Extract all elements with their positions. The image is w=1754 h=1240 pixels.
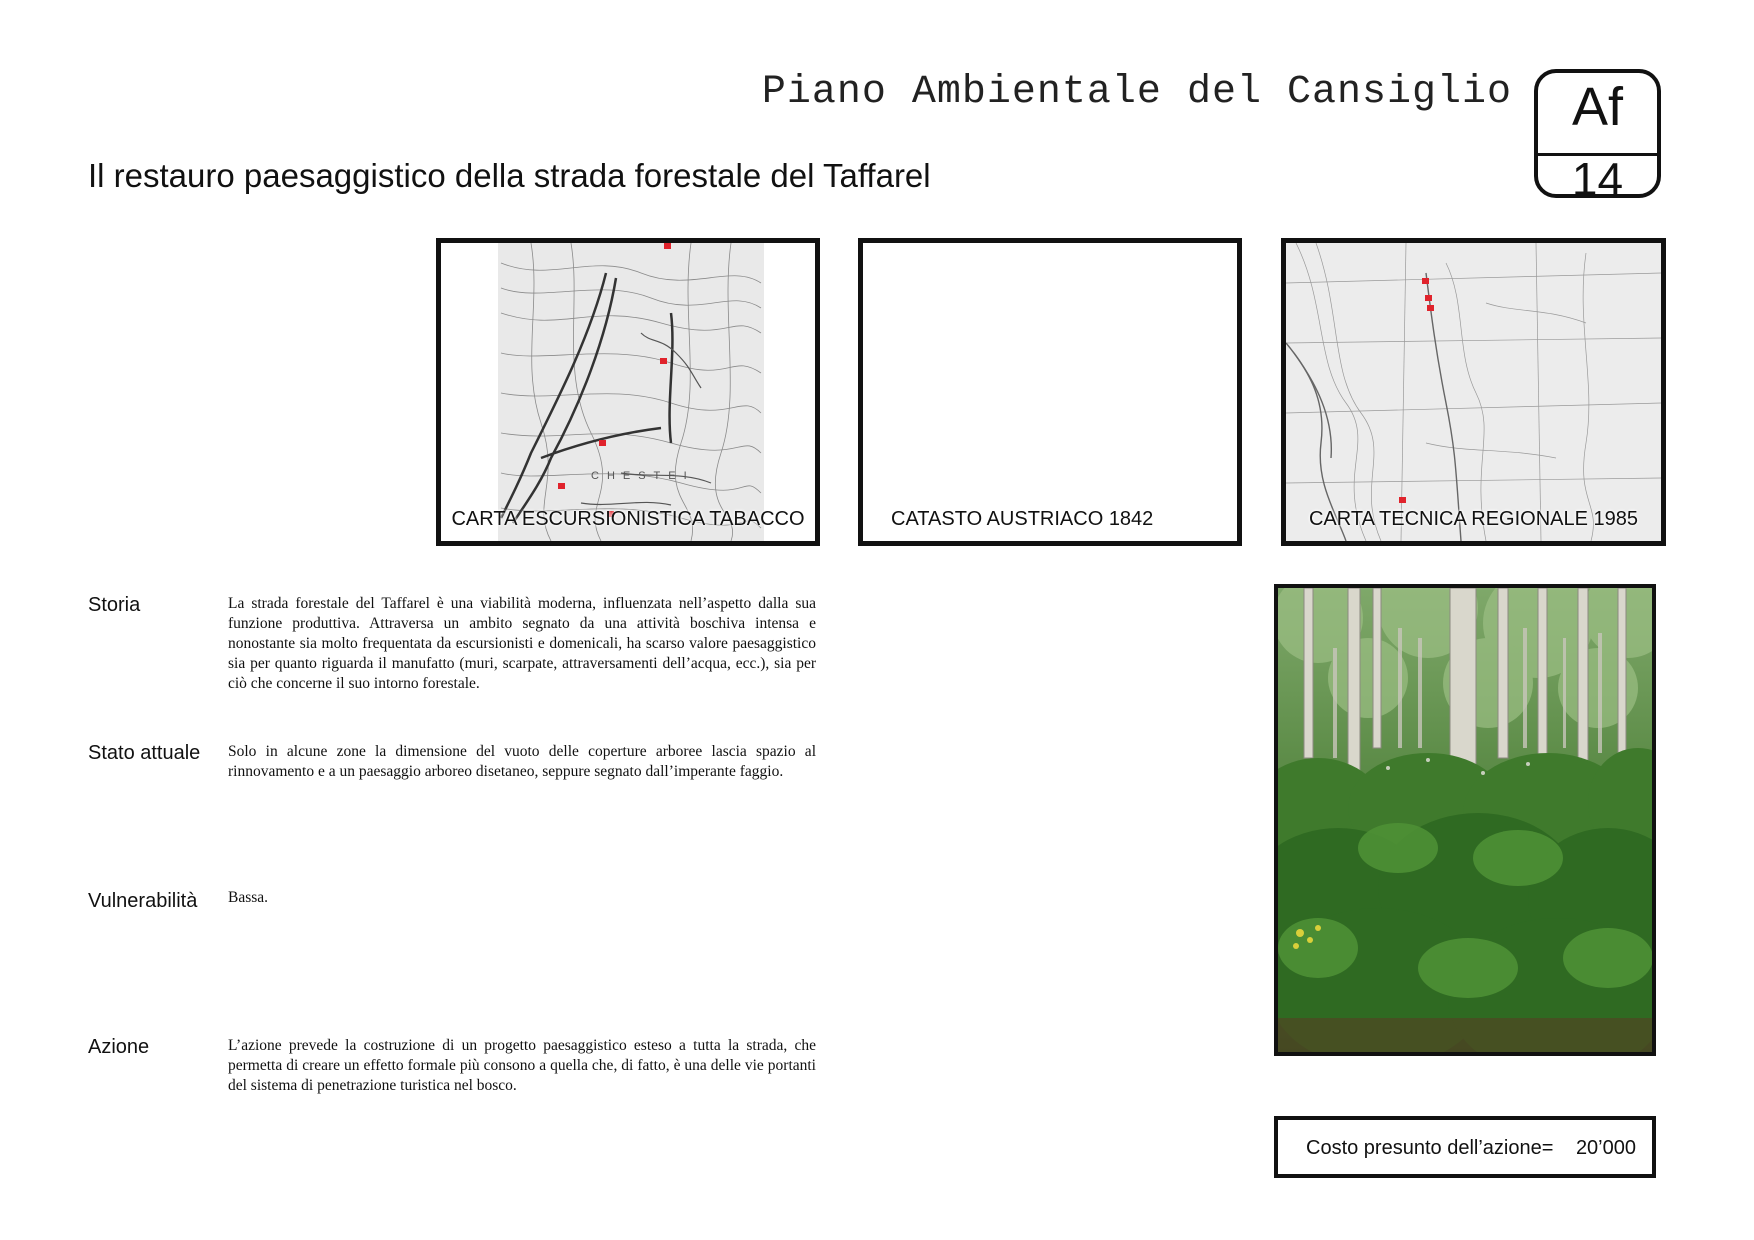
forest-photo-image: [1278, 588, 1652, 1052]
section-text-azione: L’azione prevede la costruzione di un progetto paesaggistico esteso a tutta la strada, che permetta di creare un effetto formale più consono a quella che, di fatto, è una delle vie portanti del sistema di penetrazione turistica nel bosco.: [228, 1037, 816, 1094]
topographic-map-tabacco: [441, 243, 815, 541]
topographic-map-ctr: [1286, 243, 1661, 541]
map-place-label: CHESTEI: [591, 470, 695, 482]
cost-label: Costo presunto dell’azione=: [1306, 1137, 1554, 1159]
section-label-storia: Storia: [88, 594, 141, 616]
sheet-code-badge: [1534, 69, 1661, 205]
map-frame-catasto: [858, 238, 1242, 546]
map-frame-tabacco: [436, 238, 820, 546]
section-text-storia: La strada forestale del Taffarel è una viabilità moderna, influenzata nell’aspetto dalla sua funzione produttiva. Attraversa un ambito segnato da una attività boschiva intensa e nonostante sia molto frequentata da escursionisti e domenicali, ha scarso valore paesaggistico sia per quanto riguarda il manufatto (muri, scarpate, attraversamenti dell’acqua, ecc.), sia per ciò che concerne il suo intorno forestale.: [228, 595, 816, 692]
sheet-code-number: 14: [1571, 153, 1624, 205]
map-marker: [1425, 295, 1432, 301]
cost-box: [1274, 1116, 1656, 1178]
map-marker: [1399, 497, 1406, 503]
section-text-stato-attuale: Solo in alcune zone la dimensione del vuoto delle coperture arboree lascia spazio al rinnovamento e a un paesaggio arboreo disetaneo, seppure segnato dall’imperante faggio.: [228, 743, 816, 780]
cost-value: 20’000: [1575, 1137, 1636, 1159]
forest-photo: [1274, 584, 1656, 1056]
section-text-vulnerabilita: Bassa.: [228, 889, 269, 906]
map-marker: [1427, 305, 1434, 311]
sheet-code-top: Af: [1571, 77, 1624, 137]
section-label-azione: Azione: [88, 1036, 150, 1058]
sheet-title: Il restauro paesaggistico della strada forestale del Taffarel: [88, 157, 931, 194]
section-label-stato-attuale: Stato attuale: [88, 742, 201, 764]
map-marker: [1422, 278, 1429, 284]
map-caption-tabacco: CARTA ESCURSIONISTICA TABACCO: [451, 508, 805, 530]
map-marker: [664, 243, 671, 249]
map-marker: [558, 483, 565, 489]
document-title: Piano Ambientale del Cansiglio: [761, 70, 1512, 115]
map-marker: [660, 358, 667, 364]
map-frame-ctr: [1281, 238, 1666, 546]
map-marker: [599, 440, 606, 446]
map-caption-ctr: CARTA TECNICA REGIONALE 1985: [1308, 508, 1638, 530]
map-caption-catasto: CATASTO AUSTRIACO 1842: [891, 508, 1154, 530]
section-label-vulnerabilita: Vulnerabilità: [88, 890, 198, 912]
